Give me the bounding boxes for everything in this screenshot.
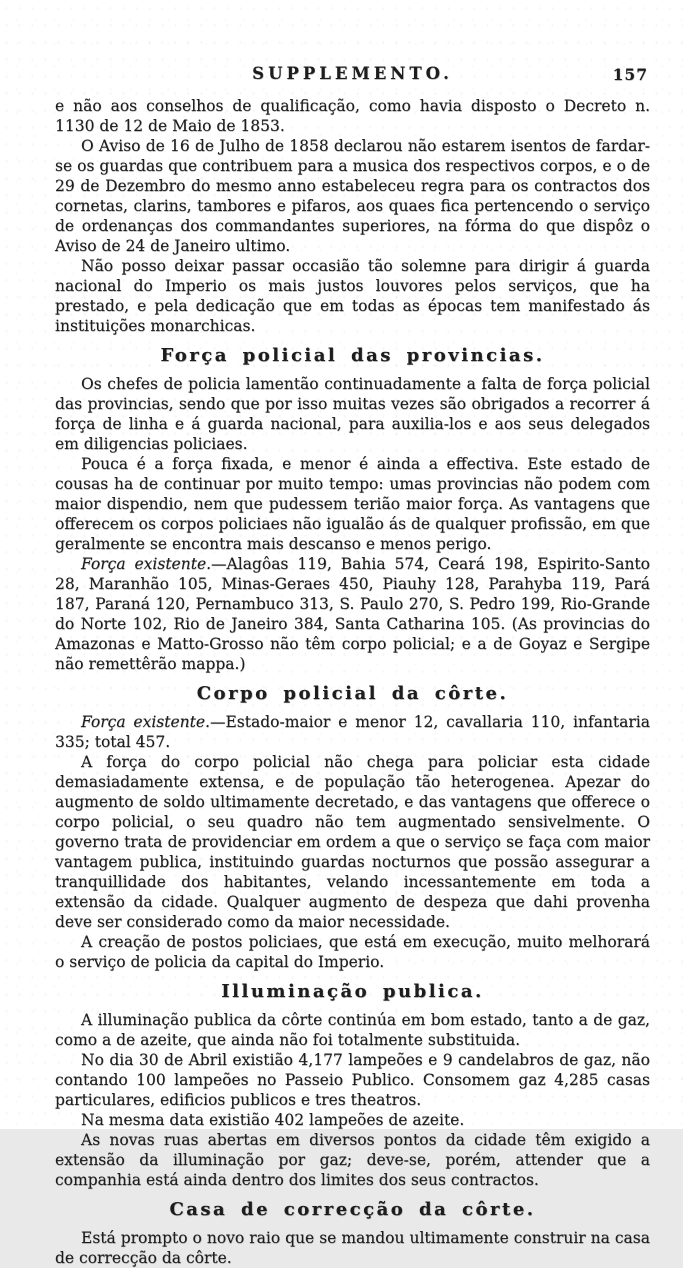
- paragraph-continuation: e não aos conselhos de qualificação, como havia disposto o Decreto n. 1130 de 12 de Maio de 1853.: [55, 97, 650, 135]
- section-heading-forca-policial-das-provincias: Força policial das provincias.: [160, 345, 545, 366]
- paragraph: Não posso deixar passar occasião tão solemne para dirigir á guarda nacional do Imperio os mais justos louvores pelos serviços, que ha prestado, e pela dedicação que em todas as épocas tem manifestado ás instituições monarchicas.: [55, 257, 650, 335]
- running-header: [55, 64, 650, 86]
- page-number: 157: [612, 65, 648, 84]
- paragraph: Pouca é a força fixada, e menor é ainda a effectiva. Este estado de cousas ha de continuar por muito tempo: umas provincias não podem com maior dispendio, nem que pudessem terião maior força. As vantagens que offerecem os corpos policiaes não igualão ás de qualquer profissão, em que geralmente se encontra mais descanso e menos perigo.: [55, 455, 650, 553]
- paragraph: A creação de postos policiaes, que está em execução, muito melhorará o serviço de policia da capital do Imperio.: [55, 933, 650, 971]
- paragraph-forca-existente-corte: [55, 712, 650, 752]
- running-head-title: SUPPLEMENTO.: [252, 64, 453, 83]
- paragraph-text: —Estado-maior e menor 12, cavallaria 110, infantaria 335; total 457.: [55, 713, 650, 751]
- paragraph: No dia 30 de Abril existião 4,177 lampeões e 9 candelabros de gaz, não contando 100 lampeões no Passeio Publico. Consomem gaz 4,285 casas particulares, edificios publicos e tres theatros.: [55, 1051, 650, 1109]
- paragraph: As novas ruas abertas em diversos pontos da cidade têm exigido a extensão da illuminação por gaz; deve-se, porém, attender que a companhia está ainda dentro dos limites dos seus contractos.: [55, 1131, 650, 1189]
- paragraph-forca-existente-provincias: [55, 554, 650, 674]
- paragraph: Na mesma data existião 402 lampeões de azeite.: [81, 1111, 465, 1129]
- paragraph: Os chefes de policia lamentão continuadamente a falta de força policial das provincias, sendo que por isso muitas vezes são obrigados a recorrer á força de linha e á guarda nacional, para auxilia-los e aos seus delegados em diligencias policiaes.: [55, 375, 650, 453]
- paragraph: A illuminação publica da côrte continúa em bom estado, tanto a de gaz, como a de azeite, que ainda não foi totalmente substituida.: [55, 1011, 650, 1049]
- paragraph-lead-italic: Força existente.: [81, 713, 210, 731]
- section-heading-corpo-policial-da-corte: Corpo policial da côrte.: [196, 683, 509, 704]
- section-heading-casa-de-correccao-da-corte: Casa de correcção da côrte.: [169, 1199, 536, 1220]
- paragraph: A força do corpo policial não chega para policiar esta cidade demasiadamente extensa, e de população tão heterogenea. Apezar do augmento de soldo ultimamente decretado, e das vantagens que offerece o corpo policial, o seu quadro não tem augmentado sensivelmente. O governo trata de providenciar em ordem a que o serviço se faça com maior vantagem publica, instituindo guardas nocturnos que possão assegurar a tranquillidade dos habitantes, velando incessantemente em toda a extensão da cidade. Qualquer augmento de despeza que dahi provenha deve ser considerado como da maior necessidade.: [55, 753, 650, 931]
- paragraph-text: —Alagôas 119, Bahia 574, Ceará 198, Espirito-Santo 28, Maranhão 105, Minas-Geraes 450, Piauhy 128, Parahyba 119, Pará 187, Paraná 120, Pernambuco 313, S. Paulo 270, S. Pedro 199, Rio-Grande do Norte 102, Rio de Janeiro 384, Santa Catharina 105. (As provincias do Amazonas e Matto-Grosso não têm corpo policial; e a de Goyaz e Sergipe não remettêrão mappa.): [55, 555, 650, 673]
- paragraph-lead-italic: Força existente.: [81, 555, 212, 573]
- paragraph: Está prompto o novo raio que se mandou ultimamente construir na casa de correcção da côrte.: [55, 1229, 650, 1267]
- document-body: [55, 96, 650, 1268]
- section-heading-illuminacao-publica: Illuminação publica.: [221, 981, 484, 1002]
- paragraph: O Aviso de 16 de Julho de 1858 declarou não estarem isentos de fardar-se os guardas que contribuem para a musica dos respectivos corpos, e o de 29 de Dezembro do mesmo anno estabeleceu regra para os contractos dos cornetas, clarins, tambores e pifaros, aos quaes fica pertencendo o serviço de ordenanças dos commandantes superiores, na fórma do que dispôz o Aviso de 24 de Janeiro ultimo.: [55, 137, 650, 255]
